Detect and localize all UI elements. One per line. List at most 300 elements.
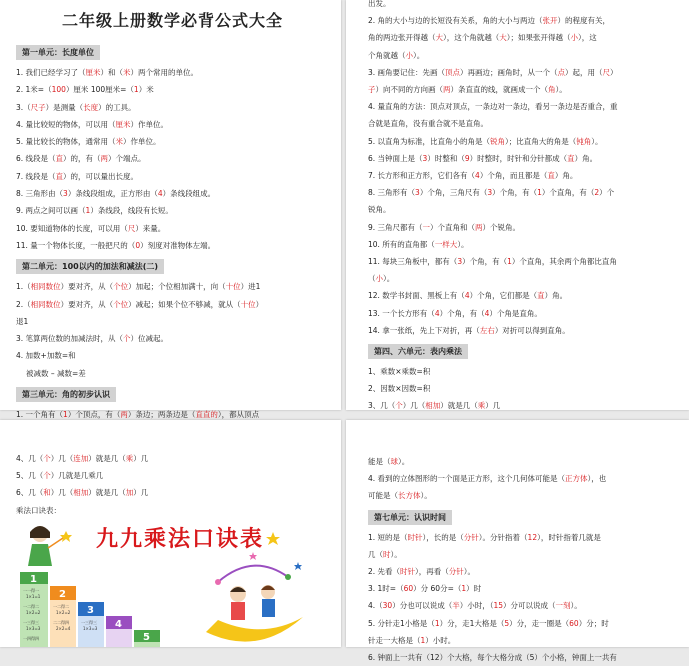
line-text: ） bbox=[610, 67, 618, 77]
answer-text: 4 bbox=[464, 291, 470, 301]
tile-cell: 一二得二 bbox=[53, 604, 69, 609]
text-line bbox=[368, 470, 679, 487]
text-line bbox=[16, 185, 329, 202]
text-line bbox=[16, 81, 329, 98]
answer-text: 加 bbox=[125, 488, 134, 498]
text-line: 4. 加数+加数=和 bbox=[16, 351, 76, 361]
text-line bbox=[368, 236, 679, 253]
answer-text: 连加 bbox=[73, 454, 89, 463]
text-line bbox=[16, 116, 329, 133]
answer-text: 直 bbox=[55, 154, 64, 164]
text-line: 2、因数×因数=积 bbox=[368, 384, 431, 394]
text-line bbox=[16, 64, 329, 81]
line-text: ）的，可以量出长度。 bbox=[63, 171, 139, 181]
line-text: ），再看（ bbox=[415, 567, 449, 577]
answer-text: 直 bbox=[567, 153, 575, 163]
section-header-unit3: 第三单元：角的初步认识 bbox=[16, 387, 116, 402]
text-line bbox=[368, 133, 679, 150]
text-line bbox=[16, 220, 329, 237]
line-text: ）来量。 bbox=[135, 223, 166, 233]
line-text: 几（ bbox=[368, 549, 383, 559]
text-line bbox=[16, 202, 329, 219]
line-text: ）起，用（ bbox=[565, 67, 603, 77]
line-text: ）几就是几乘几 bbox=[50, 471, 104, 481]
line-text: ）小时。 bbox=[425, 635, 456, 645]
tile-cell: 二二得四 bbox=[53, 620, 69, 625]
text-line bbox=[368, 305, 679, 322]
answer-text: 张开 bbox=[542, 16, 558, 26]
answer-text: 乘 bbox=[125, 454, 134, 463]
line-text: ）分 60分=（ bbox=[413, 584, 462, 594]
line-text: ）。 bbox=[457, 239, 469, 249]
line-text: ）分可以说成（ bbox=[503, 601, 556, 611]
text-line: 出发。 bbox=[368, 0, 391, 8]
moon-kids-icon bbox=[206, 566, 303, 642]
line-text: ）个端点。 bbox=[108, 154, 146, 164]
line-text: ）个角，有（ bbox=[492, 188, 538, 198]
answer-text: 相加 bbox=[73, 488, 89, 498]
text-line bbox=[368, 184, 679, 201]
line-text: 9. 三角尺都有（ bbox=[368, 222, 423, 232]
answer-text: 12 bbox=[527, 532, 538, 542]
line-text: ）厘米 100厘米=（ bbox=[65, 85, 134, 95]
text-line bbox=[16, 467, 329, 484]
line-text: ）几 bbox=[485, 401, 501, 411]
answer-text: 3 bbox=[457, 257, 463, 267]
answer-text: 米 bbox=[115, 137, 124, 147]
answer-text: 尺 bbox=[602, 67, 611, 77]
line-text: ）条线段组成，正方形由（ bbox=[67, 189, 158, 199]
answer-text: 顶点 bbox=[445, 67, 461, 77]
line-text: ）时整时，时针和分针都成（ bbox=[469, 153, 568, 163]
text-line bbox=[368, 546, 679, 563]
line-text: ）。 bbox=[420, 491, 432, 501]
answer-text: 相加 bbox=[425, 401, 441, 411]
text-line: 被减数 – 减数=差 bbox=[26, 368, 86, 378]
answer-text: 一刻 bbox=[555, 601, 571, 611]
answer-text: 左右 bbox=[479, 325, 495, 335]
text-line bbox=[16, 237, 329, 254]
answer-text: 时针 bbox=[407, 532, 423, 542]
answer-text: 米 bbox=[123, 68, 131, 77]
line-text: 针走一大格是（ bbox=[368, 635, 421, 645]
tile-number: 5 bbox=[143, 632, 150, 643]
line-text: ），这 bbox=[578, 33, 597, 43]
answer-text: 钝角 bbox=[576, 136, 592, 146]
line-text: ）要对齐，从（ bbox=[60, 282, 114, 292]
line-text: ）和（ bbox=[100, 68, 124, 77]
line-text: ）分；时 bbox=[578, 618, 609, 628]
answer-text: 小 bbox=[570, 33, 578, 43]
line-text: ）个角，而且都是（ bbox=[479, 171, 548, 181]
answer-text: 直 bbox=[547, 171, 555, 181]
line-text: ）个角，三角尺有（ bbox=[419, 188, 488, 198]
multiplication-table-poster bbox=[18, 522, 318, 647]
line-text: ）个角，有（ bbox=[439, 308, 485, 318]
answer-text: 个 bbox=[123, 334, 131, 344]
answer-text: 个位 bbox=[113, 282, 129, 292]
answer-text: 尺 bbox=[127, 223, 136, 233]
text-line bbox=[368, 615, 679, 632]
answer-text: 点 bbox=[557, 67, 566, 77]
line-text: ），时针指着几就是 bbox=[537, 532, 601, 542]
doc-page-1 bbox=[0, 0, 341, 420]
line-text: ）位减起。 bbox=[130, 334, 169, 344]
line-text: 10. 要知道物体的长度，可以用（ bbox=[16, 223, 128, 233]
text-line: 锐角。 bbox=[368, 205, 391, 215]
answer-text: 个 bbox=[43, 454, 51, 463]
line-text: ）几（ bbox=[50, 488, 74, 498]
answer-text: 小 bbox=[405, 50, 413, 60]
line-text: ）作单位。 bbox=[130, 119, 169, 129]
line-text: 4.（ bbox=[368, 601, 383, 611]
doc-page-4 bbox=[346, 420, 689, 663]
line-text: ）。 bbox=[390, 549, 402, 559]
text-line bbox=[368, 167, 679, 184]
text-line bbox=[16, 150, 329, 167]
line-text: 2. 先看（ bbox=[368, 567, 401, 577]
line-text: ）再画边；画角时，从一个（ bbox=[460, 67, 558, 77]
tile-cell: 一三得三 bbox=[81, 620, 97, 625]
poster-illustration bbox=[18, 522, 318, 647]
line-text: ）就是几（ bbox=[88, 454, 126, 463]
line-text: ），长的是（ bbox=[422, 532, 464, 542]
line-text: ）；如果张开得越（ bbox=[506, 33, 571, 43]
line-text: ）小时，（ bbox=[459, 601, 494, 611]
answer-text: 厘米 bbox=[115, 119, 131, 129]
answer-text: 一样大 bbox=[434, 239, 458, 249]
tile-number: 4 bbox=[115, 619, 122, 630]
tile-cell: 一四得四 bbox=[23, 636, 39, 641]
line-text: ）。 bbox=[591, 136, 603, 146]
text-line bbox=[16, 450, 329, 467]
answer-text: 球 bbox=[390, 457, 398, 466]
section-header-unit2: 第二单元：100以内的加法和减法(二) bbox=[16, 259, 164, 274]
answer-text: 3 bbox=[487, 188, 493, 198]
line-text: ）个 bbox=[599, 188, 615, 198]
line-text: 4、几（ bbox=[16, 454, 44, 463]
text-line bbox=[16, 133, 329, 150]
line-text: ）个角是直角。 bbox=[489, 308, 542, 318]
answer-text: ）向不同的方向画（ bbox=[375, 85, 443, 95]
line-text: 3. 1时=（ bbox=[368, 584, 404, 594]
answer-text: 2 bbox=[594, 188, 600, 198]
text-line bbox=[16, 484, 329, 501]
line-text: ）个直角和（ bbox=[430, 222, 476, 232]
line-text: ）条边；两条边是（ bbox=[127, 410, 196, 420]
line-text: ）个角，有（ bbox=[462, 257, 508, 267]
text-line bbox=[16, 330, 329, 347]
answer-text: 4 bbox=[157, 189, 163, 199]
text-line bbox=[368, 253, 679, 270]
answer-text: 15 bbox=[493, 601, 503, 611]
answer-text: 9 bbox=[464, 153, 470, 163]
answer-text: 个 bbox=[43, 471, 51, 481]
line-text: ）角。 bbox=[574, 153, 598, 163]
answer-text: 直直的 bbox=[195, 410, 218, 420]
text-line: 退1 bbox=[16, 316, 29, 326]
answer-text: 4 bbox=[475, 171, 480, 181]
doc-page-3 bbox=[0, 420, 341, 647]
answer-text: 1 bbox=[420, 635, 426, 645]
line-text: ）就是几（ bbox=[440, 401, 478, 411]
line-text: ）分也可以说成（ bbox=[392, 601, 453, 611]
answer-text: ）条直直的线，就画成一个（ bbox=[450, 85, 548, 95]
line-text: ）个直角，有（ bbox=[541, 188, 595, 198]
answer-text: 锐角 bbox=[490, 136, 506, 146]
tile-cell: 一三得三 bbox=[23, 620, 39, 625]
line-text: 1. 短的是（ bbox=[368, 532, 408, 542]
section-header-unit1: 第一单元：长度单位 bbox=[16, 45, 100, 60]
tile-cell: 一一得一 bbox=[23, 588, 39, 593]
tile-cell: 1×3=3 bbox=[83, 626, 98, 631]
line-text: 可能是（ bbox=[368, 491, 398, 501]
answer-text: 1 bbox=[507, 257, 512, 267]
answer-text: 30 bbox=[382, 601, 393, 611]
line-text: ）的工具。 bbox=[98, 102, 136, 112]
line-text: ）的程度有关， bbox=[557, 16, 611, 26]
line-text: ）几 bbox=[133, 454, 149, 463]
line-text: 2. 角的大小与边的长短没有关系，角的大小与两边（ bbox=[368, 16, 543, 26]
text-line bbox=[368, 397, 679, 414]
line-text: ）加起；个位相加满十，向（ bbox=[128, 282, 226, 292]
line-text: ）要对齐，从（ bbox=[60, 299, 114, 309]
tile-cell: 1×2=2 bbox=[26, 610, 41, 615]
text-line bbox=[368, 453, 679, 470]
line-text: 12. 数学书封面、黑板上有（ bbox=[368, 291, 465, 301]
answer-text: 1 bbox=[63, 410, 68, 420]
line-text: ）分，走一圈是（ bbox=[509, 618, 570, 628]
text-line bbox=[368, 529, 679, 546]
text-line bbox=[368, 487, 679, 504]
line-text: 10. 所有的直角都（ bbox=[368, 239, 435, 249]
answer-text: 1 bbox=[537, 188, 542, 198]
answer-text: 一 bbox=[422, 222, 431, 232]
answer-text: 乘 bbox=[477, 401, 486, 411]
line-text: 3.（ bbox=[16, 102, 31, 112]
line-text: 子 bbox=[368, 85, 376, 95]
line-text: 4. 量比较短的物体，可以用（ bbox=[16, 119, 116, 129]
line-text: ）进1 bbox=[240, 282, 261, 292]
line-text: ）角。 bbox=[544, 291, 568, 301]
answer-text: 相同数位 bbox=[30, 282, 61, 292]
poster-title: 九九乘法口诀表 bbox=[96, 527, 265, 552]
line-text: 6、几（ bbox=[16, 488, 44, 498]
line-text: ）。 bbox=[570, 601, 582, 611]
line-text: ），也 bbox=[587, 474, 607, 484]
text-line bbox=[368, 287, 679, 304]
document-title: 二年级上册数学必背公式大全 bbox=[61, 11, 283, 30]
answer-text: 十位 bbox=[240, 299, 256, 309]
tile-number: 2 bbox=[59, 589, 66, 600]
line-text: 5. 分针走1小格是（ bbox=[368, 618, 435, 628]
line-text: 5. 量比较长的物体，通常用（ bbox=[16, 137, 116, 147]
answer-text: 60 bbox=[403, 584, 414, 594]
answer-text: 3 bbox=[415, 188, 420, 198]
line-text: 1. 一个角有（ bbox=[16, 410, 64, 420]
line-text: ）个直角，其余两个角都比直角 bbox=[511, 257, 617, 267]
answer-text: 个 bbox=[395, 401, 403, 411]
line-text: 8. 三角形由（ bbox=[16, 189, 64, 199]
answer-text: 0 bbox=[135, 240, 141, 250]
line-text: ）的，有（ bbox=[63, 154, 101, 164]
text-line bbox=[16, 99, 329, 116]
answer-text: 1 bbox=[461, 584, 467, 594]
tile-cell: 2×2=4 bbox=[56, 626, 71, 631]
line-text: （ bbox=[368, 274, 376, 284]
line-text: ）对折可以得到直角。 bbox=[494, 325, 570, 335]
answer-text: 分针 bbox=[463, 532, 479, 542]
line-text: ）就是几（ bbox=[88, 488, 126, 498]
answer-text: 十位 bbox=[225, 282, 241, 292]
line-text: 9. 两点之间可以画（ bbox=[16, 206, 86, 216]
answer-text: 1 bbox=[133, 85, 139, 95]
answer-text: ）。 bbox=[555, 85, 567, 95]
text-line: 1、乘数×乘数=积 bbox=[368, 367, 431, 377]
line-text: ）几 bbox=[133, 488, 149, 498]
answer-text: 时 bbox=[383, 549, 391, 559]
line-text: ）是测量（ bbox=[45, 102, 84, 112]
line-text: ）条线段组成。 bbox=[162, 189, 216, 199]
answer-text: 4 bbox=[434, 308, 440, 318]
line-text: 1.（ bbox=[16, 282, 31, 292]
line-text: ）。 bbox=[463, 567, 476, 577]
star-icon bbox=[249, 532, 302, 570]
text-line bbox=[368, 64, 679, 81]
line-text: ）条线段，线段有长短。 bbox=[90, 206, 173, 216]
line-text: ）时整和（ bbox=[427, 153, 465, 163]
text-line bbox=[368, 47, 679, 64]
answer-text: 长度 bbox=[83, 102, 99, 112]
text-line: 乘法口诀表： bbox=[16, 505, 61, 515]
answer-text: 和 bbox=[43, 488, 51, 498]
text-line bbox=[16, 168, 329, 185]
line-text: 7. 长方形和正方形，它们各有（ bbox=[368, 171, 476, 181]
line-text: 2.（ bbox=[16, 299, 31, 309]
line-text: ）。 bbox=[398, 457, 410, 466]
line-text: ）分，走1大格是（ bbox=[439, 618, 505, 628]
line-text: 7. 线段是（ bbox=[16, 171, 56, 181]
line-text: ）；比直角大的角是（ bbox=[505, 136, 577, 146]
answer-text: 两 bbox=[100, 154, 109, 164]
line-text: 14. 拿一张纸，先上下对折，再（ bbox=[368, 325, 480, 335]
tile-cell: 1×1=1 bbox=[26, 594, 41, 599]
answer-text: 长方体 bbox=[398, 491, 421, 501]
line-text: 个角就越（ bbox=[368, 50, 406, 60]
answer-text: 5 bbox=[504, 618, 510, 628]
line-text: ）。 bbox=[413, 50, 425, 60]
line-text: ）角。 bbox=[554, 171, 578, 181]
girl-figure-icon bbox=[28, 526, 72, 566]
line-text: 角 bbox=[548, 85, 556, 95]
line-text: ）米 bbox=[138, 85, 154, 95]
answer-text: 100 bbox=[51, 85, 66, 95]
answer-text: 3 bbox=[63, 189, 68, 199]
line-text: 11. 量一个物体长度，一般把尺的（ bbox=[16, 240, 136, 250]
tile-cell: 一二得二 bbox=[23, 604, 39, 609]
line-text: 角的两边张开得越（ bbox=[368, 33, 436, 43]
answer-text: 3 bbox=[422, 153, 428, 163]
line-text: 5、几（ bbox=[16, 471, 44, 481]
section-header-unit4-6: 第四、六单元：表内乘法 bbox=[368, 344, 468, 359]
answer-text: 直 bbox=[55, 171, 64, 181]
answer-text: 相同数位 bbox=[30, 299, 61, 309]
doc-page-2 bbox=[346, 0, 689, 410]
line-text: ），都从顶点 bbox=[217, 410, 260, 420]
answer-text: 两 bbox=[475, 222, 483, 232]
line-text: 3. 笔算两位数的加减法时，从（ bbox=[16, 334, 124, 344]
text-line bbox=[368, 632, 679, 649]
line-text: 两 bbox=[443, 85, 451, 95]
answer-text: 两 bbox=[120, 410, 128, 420]
line-text: 能是（ bbox=[368, 457, 391, 466]
text-line bbox=[368, 29, 679, 46]
answer-text: 厘米 bbox=[85, 68, 101, 77]
text-line bbox=[368, 322, 679, 339]
line-text: ）刻度对准物体左端。 bbox=[140, 240, 216, 250]
answer-text: 尺子 bbox=[30, 102, 46, 112]
line-text: 6. 线段是（ bbox=[16, 154, 56, 164]
text-line bbox=[368, 81, 679, 98]
text-line: 6. 钟面上一共有（12）个大格，每个大格分成（5）个小格，钟面上一共有 bbox=[368, 653, 617, 663]
text-line bbox=[16, 278, 329, 295]
line-text: 4. 看到的立体图形的一个面是正方形，这个几何体可能是（ bbox=[368, 474, 566, 484]
answer-text: 大 bbox=[435, 33, 443, 43]
line-text: ）个角，它们都是（ bbox=[469, 291, 538, 301]
line-text: ）减起；如果个位不够减，就从（ bbox=[128, 299, 241, 309]
answer-text: 正方体 bbox=[565, 474, 588, 484]
answer-text: 1 bbox=[434, 618, 440, 628]
line-text: ）。分针指着（ bbox=[478, 532, 528, 542]
text-line: 4. 量直角的方法：顶点对顶点，一条边对一条边，看另一条边是否重合，重 bbox=[368, 102, 618, 112]
tile-number: 3 bbox=[87, 605, 94, 616]
answer-text: 半 bbox=[452, 601, 460, 611]
line-text: ），这个角就越（ bbox=[443, 33, 500, 43]
line-text: 5. 以直角为标准，比直角小的角是（ bbox=[368, 136, 491, 146]
answer-text: 4 bbox=[484, 308, 490, 318]
line-text: 6. 当钟面上是（ bbox=[368, 153, 423, 163]
line-text: ）几（ bbox=[50, 454, 74, 463]
line-text: ） bbox=[255, 299, 264, 309]
text-line bbox=[16, 296, 329, 313]
text-line bbox=[368, 270, 679, 287]
answer-text: 直 bbox=[537, 291, 545, 301]
text-line bbox=[368, 12, 679, 29]
section-header-unit7: 第七单元：认识时间 bbox=[368, 510, 452, 525]
line-text: 8. 三角形有（ bbox=[368, 188, 416, 198]
text-line bbox=[368, 150, 679, 167]
answer-text: 分针 bbox=[448, 567, 464, 577]
line-text: ）个顶点，有（ bbox=[67, 410, 121, 420]
line-text: ）个锐角。 bbox=[482, 222, 521, 232]
text-line bbox=[368, 597, 679, 614]
line-text: ）几（ bbox=[402, 401, 426, 411]
answer-text: 大 bbox=[499, 33, 507, 43]
line-text: ）两个常用的单位。 bbox=[130, 68, 199, 77]
text-line bbox=[368, 219, 679, 236]
text-line bbox=[368, 563, 679, 580]
answer-text: 60 bbox=[569, 618, 579, 628]
line-text: 3、几（ bbox=[368, 401, 396, 411]
text-line bbox=[368, 580, 679, 597]
answer-text: 个位 bbox=[113, 299, 129, 309]
tile-number: 1 bbox=[30, 574, 37, 585]
line-text: 3. 画角要记住：先画（ bbox=[368, 67, 446, 77]
line-text: 1. 我们已经学习了（ bbox=[16, 68, 86, 77]
line-text: 2. 1米=（ bbox=[16, 85, 52, 95]
answer-text: 小 bbox=[375, 274, 383, 284]
line-text: 11. 每块三角板中，都有（ bbox=[368, 257, 458, 267]
